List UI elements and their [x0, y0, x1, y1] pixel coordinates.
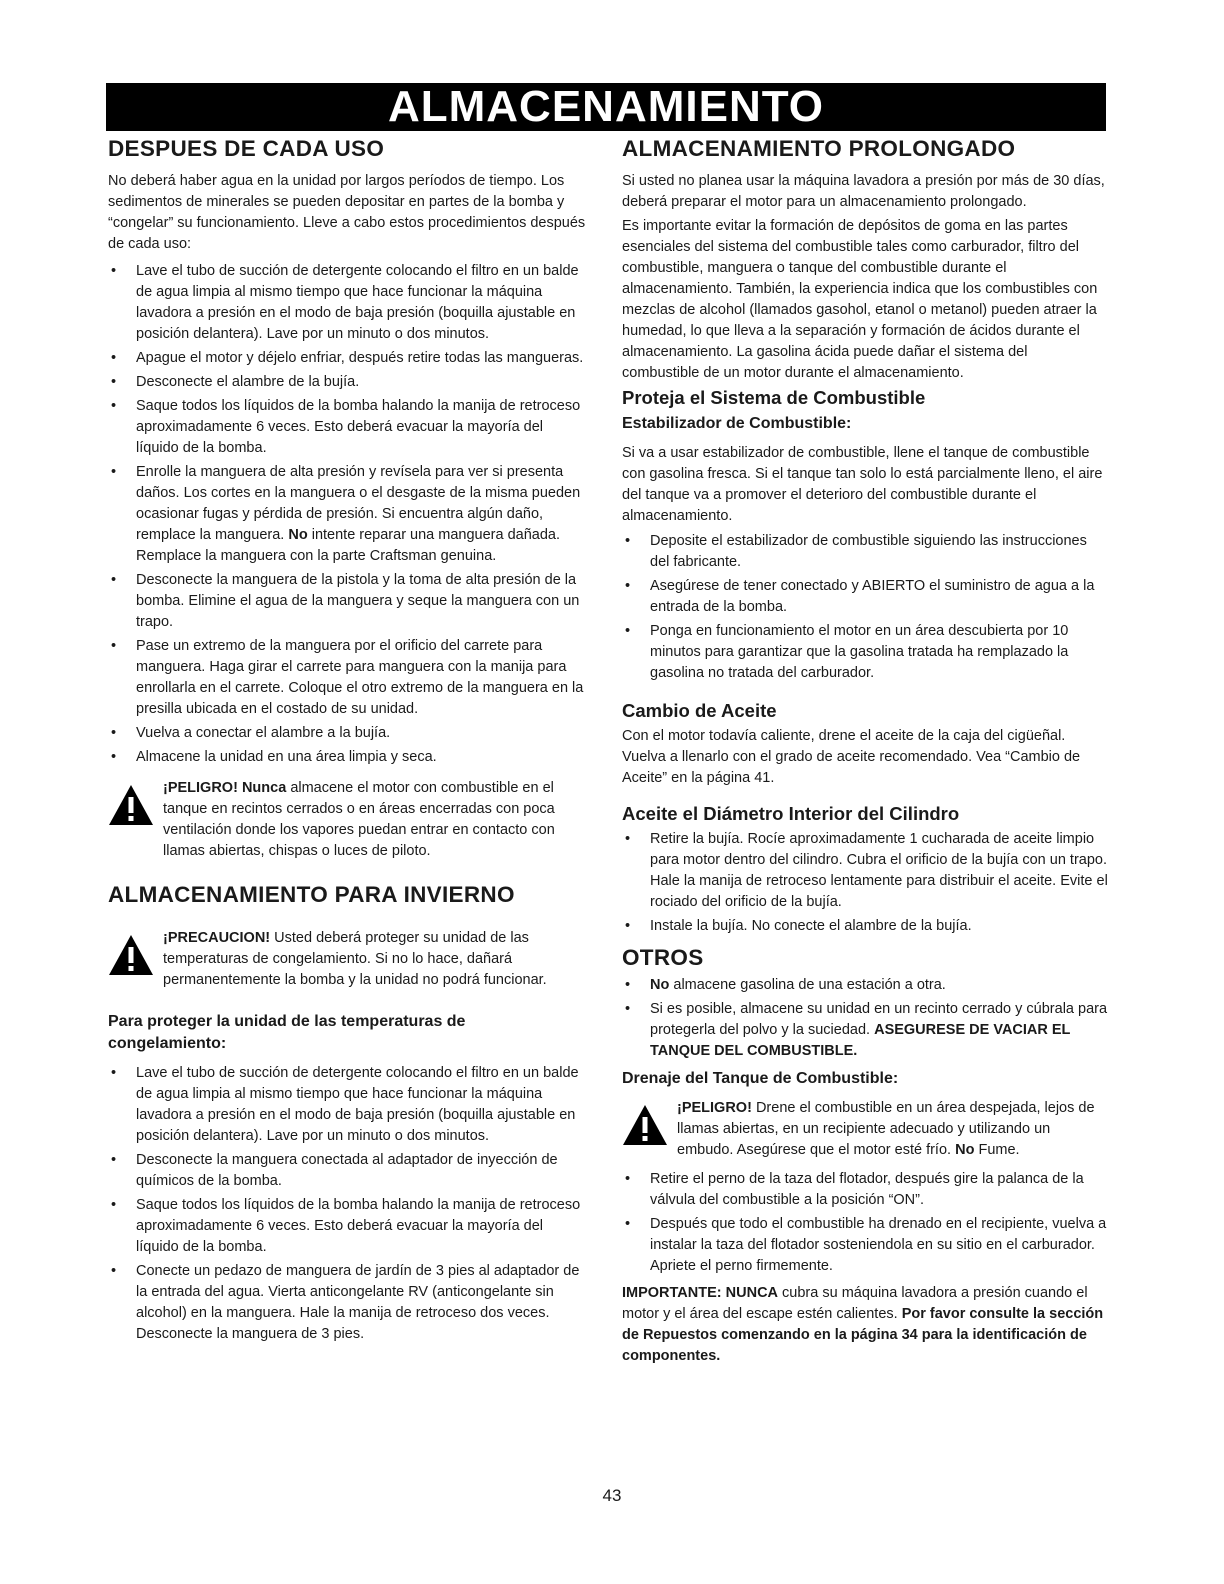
list-item: • Deposite el estabilizador de combustible siguiendo las instrucciones del fabricante.	[625, 533, 1087, 570]
winter-heading: ALMACENAMIENTO PARA INVIERNO	[108, 882, 515, 907]
list-item: • Saque todos los líquidos de la bomba halando la manija de retroceso aproximadamente 6 veces. Esto deberá evacuar la mayoría del líquido de la bomba.	[111, 1197, 581, 1255]
list-item: • Lave el tubo de succión de detergente colocando el filtro en un balde de agua limpia al mismo tiempo que hace funcionar la máquina lavadora a presión en el modo de baja presión (boquilla ajustable en posición delantera). Lave por un minuto o dos minutos.	[111, 263, 579, 342]
after-use-heading: DESPUES DE CADA USO	[108, 136, 385, 161]
list-item: • Ponga en funcionamiento el motor en un área descubierta por 10 minutos para garantizar que la gasolina tratada ha remplazado la gasolina no tratada del carburador.	[625, 623, 1069, 681]
caution-warning: ¡PRECAUCION! Usted deberá proteger su unidad de las temperaturas de congelamiento. Si no lo hace, dañará permanentemente la bomba y la unidad no podrá funcionar.	[108, 928, 588, 991]
prolonged-paragraph-1: Si usted no planea usar la máquina lavadora a presión por más de 30 días, deberá preparar el motor para un almacenamiento prolongado.	[622, 173, 1105, 210]
page-number: 43	[602, 1486, 622, 1505]
warning-triangle-icon	[108, 784, 154, 826]
list-item: • Apague el motor y déjelo enfriar, después retire todas las mangueras.	[111, 350, 584, 366]
list-item: • Enrolle la manguera de alta presión y revísela para ver si presenta daños. Los cortes en la manguera o el desgaste de la misma pueden ocasionar fugas y pérdida de presión. Si encuentra algún daño, remplace la manguera. No intente reparar una manguera dañada. Remplace la manguera con la parte Craftsman genuina.	[111, 464, 581, 564]
drain-list	[622, 1169, 1108, 1277]
fuel-system-heading: Proteja el Sistema de Combustible	[622, 387, 926, 408]
prolonged-paragraph-2: Es importante evitar la formación de depósitos de goma en las partes esenciales del sistema del combustible tales como carburador, filtro del combustible, manguera o tanque del combustible durante el almacenamiento. También, la experiencia indica que los combustibles con mezclas de alcohol (llamados gasohol, etanol o metanol) pueden atraer la humedad, lo que lleva a la separación y formación de ácidos durante el almacenamiento. La gasolina ácida puede dañar el sistema del combustible de un motor durante el almacenamiento.	[622, 218, 1098, 381]
left-column	[108, 136, 588, 1348]
others-heading: OTROS	[622, 945, 704, 970]
list-item: • Saque todos los líquidos de la bomba halando la manija de retroceso aproximadamente 6 veces. Esto deberá evacuar la mayoría del líquido de la bomba.	[111, 398, 581, 456]
list-item: • Después que todo el combustible ha drenado en el recipiente, vuelva a instalar la taza del flotador sosteniendola en su sitio en el carburador. Apriete el perno firmemente.	[625, 1216, 1107, 1274]
winter-subheading: Para proteger la unidad de las temperaturas de congelamiento:	[108, 1013, 466, 1052]
danger-warning: ¡PELIGRO! Nunca almacene el motor con combustible en el tanque en recintos cerrados o en áreas encerradas con poca ventilación donde los vapores puedan entrar en contacto con llamas abiertas, chispas o luces de piloto.	[108, 778, 588, 862]
list-item: • Lave el tubo de succión de detergente colocando el filtro en un balde de agua limpia al mismo tiempo que hace funcionar la máquina lavadora a presión en el modo de baja presión (boquilla ajustable en posición delantera). Lave por un minuto o dos minutos.	[111, 1065, 579, 1144]
drain-heading: Drenaje del Tanque de Combustible:	[622, 1070, 899, 1087]
after-use-intro: No deberá haber agua en la unidad por largos períodos de tiempo. Los sedimentos de minerales se pueden depositar en partes de la bomba y “congelar” su funcionamiento. Lleve a cabo estos procedimientos después de cada uso:	[108, 173, 586, 252]
list-item: • Asegúrese de tener conectado y ABIERTO el suministro de agua a la entrada de la bomba.	[625, 578, 1095, 615]
prolonged-heading: ALMACENAMIENTO PROLONGADO	[622, 136, 1016, 161]
list-item: • Retire el perno de la taza del flotador, después gire la palanca de la válvula del combustible a la posición “ON”.	[625, 1171, 1084, 1208]
others-list	[622, 975, 1108, 1062]
cylinder-heading: Aceite el Diámetro Interior del Cilindro	[622, 803, 960, 824]
fuel-stabilizer-subheading: Estabilizador de Combustible:	[622, 415, 852, 432]
winter-list	[108, 1063, 588, 1345]
list-item: • Desconecte la manguera de la pistola y la toma de alta presión de la bomba. Elimine el agua de la manguera y seque la manguera con un trapo.	[111, 572, 580, 630]
section-banner: ALMACENAMIENTO	[106, 83, 1106, 131]
list-item: • Desconecte el alambre de la bujía.	[111, 374, 360, 390]
warning-triangle-icon	[108, 934, 154, 976]
list-item: • Vuelva a conectar el alambre a la bujía.	[111, 725, 391, 741]
list-item: • Instale la bujía. No conecte el alambre de la bujía.	[625, 918, 972, 934]
list-item: • Conecte un pedazo de manguera de jardín de 3 pies al adaptador de la entrada del agua. Vierta anticongelante RV (anticongelante sin alcohol) en la manguera. Hale la manija de retroceso dos veces. Desconecte la manguera de 3 pies.	[111, 1263, 580, 1342]
list-item: • Pase un extremo de la manguera por el orificio del carrete para manguera. Haga girar el carrete para manguera con la manija para enrollarla en el carrete. Coloque el otro extremo de la manguera en la presilla ubicada en el costado de su unidad.	[111, 638, 584, 717]
fuel-stabilizer-paragraph: Si va a usar estabilizador de combustible, llene el tanque de combustible con gasolina fresca. Si el tanque tan solo lo está parcialmente lleno, el aire del tanque va a promover el deterioro del combustible durante el almacenamiento.	[622, 445, 1103, 524]
cylinder-list	[622, 829, 1108, 937]
fuel-stabilizer-list	[622, 531, 1108, 684]
list-item: • Si es posible, almacene su unidad en un recinto cerrado y cúbrala para protegerla del polvo y la suciedad. ASEGURESE DE VACIAR EL TANQUE DEL COMBUSTIBLE.	[625, 1001, 1108, 1059]
list-item: • No almacene gasolina de una estación a otra.	[625, 977, 946, 993]
right-column	[622, 136, 1108, 1370]
oil-change-heading: Cambio de Aceite	[622, 700, 777, 721]
warning-triangle-icon	[622, 1104, 668, 1146]
list-item: • Retire la bujía. Rocíe aproximadamente 1 cucharada de aceite limpio para motor dentro del cilindro. Cubra el orificio de la bujía con un trapo. Hale la manija de retroceso lentamente para distribuir el aceite. Evite el rociado del orificio de la bujía.	[625, 831, 1108, 910]
drain-danger-warning: ¡PELIGRO! Drene el combustible en un área despejada, lejos de llamas abiertas, en un recipiente adecuado y utilizando un embudo. Asegúrese que el motor esté frío. No Fume.	[622, 1098, 1108, 1161]
list-item: • Almacene la unidad en una área limpia y seca.	[111, 749, 437, 765]
list-item: • Desconecte la manguera conectada al adaptador de inyección de químicos de la bomba.	[111, 1152, 558, 1189]
after-use-list	[108, 261, 588, 768]
oil-change-paragraph: Con el motor todavía caliente, drene el aceite de la caja del cigüeñal. Vuelva a llenarlo con el grado de aceite recomendado. Vea “Cambio de Aceite” en la página 41.	[622, 728, 1081, 786]
important-note: IMPORTANTE: NUNCA cubra su máquina lavadora a presión cuando el motor y el área del escape estén calientes. Por favor consulte la sección de Repuestos comenzando en la página 34 para la identificación de componentes.	[622, 1285, 1104, 1364]
